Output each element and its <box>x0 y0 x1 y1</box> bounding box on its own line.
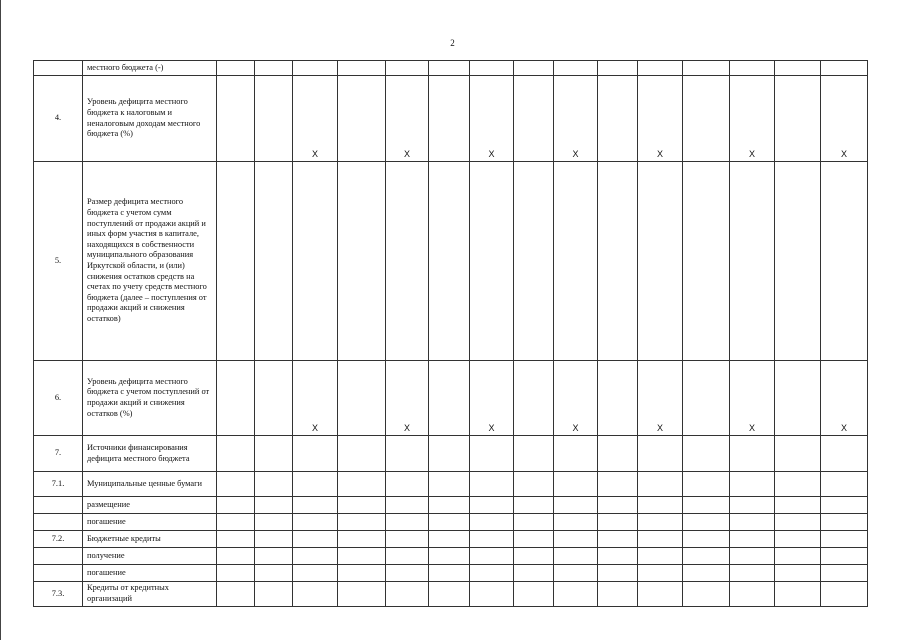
value-cell <box>386 565 429 582</box>
cross-mark: X <box>470 76 514 162</box>
value-cell <box>338 514 386 531</box>
cross-mark: X <box>638 76 683 162</box>
row-number: 6. <box>34 361 83 436</box>
value-cell <box>638 514 683 531</box>
value-cell <box>217 582 255 607</box>
value-cell <box>255 531 293 548</box>
value-cell <box>554 548 598 565</box>
value-cell <box>429 531 470 548</box>
cross-mark: X <box>730 361 775 436</box>
value-cell <box>730 472 775 497</box>
value-cell <box>683 436 730 472</box>
value-cell <box>775 531 821 548</box>
value-cell <box>775 361 821 436</box>
row-label: Размер дефицита местного бюджета с учетом сумм поступлений от продажи акций и иных форм участия в капитале, находящихся в собственности муниципального образования Иркутской области, и (или) снижения остатков средств на счетах по учету средств местного бюджета (далее – поступления от продажи акций и снижения остатков) <box>83 162 217 361</box>
value-cell <box>683 472 730 497</box>
value-cell <box>554 565 598 582</box>
cross-mark: X <box>293 76 338 162</box>
value-cell <box>821 565 868 582</box>
row-number: 7.3. <box>34 582 83 607</box>
row-number <box>34 565 83 582</box>
value-cell <box>598 76 638 162</box>
table-row <box>34 548 868 565</box>
value-cell <box>470 472 514 497</box>
value-cell <box>217 531 255 548</box>
value-cell <box>554 472 598 497</box>
value-cell <box>217 514 255 531</box>
value-cell <box>429 582 470 607</box>
value-cell <box>470 436 514 472</box>
value-cell <box>514 514 554 531</box>
value-cell <box>554 582 598 607</box>
value-cell <box>598 582 638 607</box>
row-label: погашение <box>83 514 217 531</box>
value-cell <box>683 565 730 582</box>
value-cell <box>598 531 638 548</box>
value-cell <box>683 61 730 76</box>
value-cell <box>730 531 775 548</box>
table-row <box>34 436 868 472</box>
value-cell <box>514 548 554 565</box>
value-cell <box>821 472 868 497</box>
value-cell <box>386 514 429 531</box>
cross-mark: X <box>638 361 683 436</box>
value-cell <box>730 582 775 607</box>
row-number <box>34 548 83 565</box>
value-cell <box>598 565 638 582</box>
value-cell <box>554 497 598 514</box>
value-cell <box>293 472 338 497</box>
value-cell <box>598 436 638 472</box>
row-label: погашение <box>83 565 217 582</box>
value-cell <box>821 497 868 514</box>
value-cell <box>730 436 775 472</box>
value-cell <box>514 361 554 436</box>
row-number: 7.2. <box>34 531 83 548</box>
value-cell <box>338 565 386 582</box>
value-cell <box>255 76 293 162</box>
value-cell <box>255 61 293 76</box>
value-cell <box>821 548 868 565</box>
value-cell <box>730 514 775 531</box>
value-cell <box>683 531 730 548</box>
value-cell <box>598 61 638 76</box>
budget-table <box>33 60 868 607</box>
value-cell <box>470 497 514 514</box>
row-number: 7.1. <box>34 472 83 497</box>
value-cell <box>255 497 293 514</box>
cross-mark: X <box>821 361 868 436</box>
row-number: 5. <box>34 162 83 361</box>
row-label: местного бюджета (-) <box>83 61 217 76</box>
value-cell <box>429 76 470 162</box>
value-cell <box>429 565 470 582</box>
cross-mark: X <box>730 76 775 162</box>
value-cell <box>514 76 554 162</box>
value-cell <box>338 76 386 162</box>
table-row <box>34 514 868 531</box>
cross-mark: X <box>470 361 514 436</box>
value-cell <box>598 472 638 497</box>
row-number: 4. <box>34 76 83 162</box>
table-row <box>34 61 868 76</box>
value-cell <box>429 162 470 361</box>
value-cell <box>293 582 338 607</box>
row-number <box>34 514 83 531</box>
value-cell <box>293 514 338 531</box>
cross-mark: X <box>386 76 429 162</box>
value-cell <box>255 472 293 497</box>
row-number <box>34 497 83 514</box>
value-cell <box>386 497 429 514</box>
value-cell <box>683 162 730 361</box>
value-cell <box>638 582 683 607</box>
value-cell <box>775 582 821 607</box>
value-cell <box>554 436 598 472</box>
value-cell <box>730 548 775 565</box>
value-cell <box>775 565 821 582</box>
table-row <box>34 162 868 361</box>
value-cell <box>821 436 868 472</box>
value-cell <box>683 76 730 162</box>
value-cell <box>821 61 868 76</box>
value-cell <box>638 61 683 76</box>
page-number: 2 <box>450 38 455 48</box>
value-cell <box>255 565 293 582</box>
value-cell <box>255 436 293 472</box>
value-cell <box>775 497 821 514</box>
value-cell <box>338 436 386 472</box>
table-row <box>34 472 868 497</box>
value-cell <box>554 514 598 531</box>
value-cell <box>386 548 429 565</box>
value-cell <box>683 497 730 514</box>
value-cell <box>470 582 514 607</box>
value-cell <box>775 472 821 497</box>
table-row <box>34 361 868 436</box>
value-cell <box>730 565 775 582</box>
value-cell <box>514 472 554 497</box>
left-margin-line <box>0 0 4 640</box>
value-cell <box>470 61 514 76</box>
value-cell <box>429 514 470 531</box>
value-cell <box>598 514 638 531</box>
row-number: 7. <box>34 436 83 472</box>
value-cell <box>821 514 868 531</box>
value-cell <box>386 162 429 361</box>
value-cell <box>293 497 338 514</box>
value-cell <box>429 472 470 497</box>
value-cell <box>386 531 429 548</box>
cross-mark: X <box>293 361 338 436</box>
value-cell <box>638 472 683 497</box>
value-cell <box>598 548 638 565</box>
value-cell <box>470 565 514 582</box>
value-cell <box>217 548 255 565</box>
value-cell <box>217 472 255 497</box>
value-cell <box>730 497 775 514</box>
value-cell <box>255 514 293 531</box>
table-body <box>34 61 868 607</box>
value-cell <box>386 472 429 497</box>
value-cell <box>775 162 821 361</box>
table-row <box>34 582 868 607</box>
value-cell <box>638 548 683 565</box>
value-cell <box>429 548 470 565</box>
value-cell <box>217 361 255 436</box>
row-label: Уровень дефицита местного бюджета с учетом поступлений от продажи акций и снижения остатков (%) <box>83 361 217 436</box>
value-cell <box>470 514 514 531</box>
value-cell <box>638 436 683 472</box>
value-cell <box>293 61 338 76</box>
row-label: Источники финансирования дефицита местного бюджета <box>83 436 217 472</box>
value-cell <box>293 565 338 582</box>
value-cell <box>638 162 683 361</box>
value-cell <box>386 582 429 607</box>
value-cell <box>514 582 554 607</box>
value-cell <box>429 361 470 436</box>
value-cell <box>821 162 868 361</box>
value-cell <box>338 531 386 548</box>
value-cell <box>338 162 386 361</box>
value-cell <box>598 497 638 514</box>
value-cell <box>338 582 386 607</box>
table-row <box>34 565 868 582</box>
value-cell <box>293 531 338 548</box>
value-cell <box>255 162 293 361</box>
value-cell <box>255 361 293 436</box>
table-row <box>34 76 868 162</box>
cross-mark: X <box>554 361 598 436</box>
row-label: размещение <box>83 497 217 514</box>
value-cell <box>638 531 683 548</box>
value-cell <box>514 531 554 548</box>
value-cell <box>683 548 730 565</box>
value-cell <box>429 61 470 76</box>
value-cell <box>338 548 386 565</box>
value-cell <box>638 497 683 514</box>
value-cell <box>429 497 470 514</box>
value-cell <box>429 436 470 472</box>
value-cell <box>293 548 338 565</box>
value-cell <box>470 531 514 548</box>
value-cell <box>514 565 554 582</box>
row-label: получение <box>83 548 217 565</box>
value-cell <box>255 548 293 565</box>
value-cell <box>683 514 730 531</box>
value-cell <box>638 565 683 582</box>
value-cell <box>470 548 514 565</box>
value-cell <box>554 531 598 548</box>
value-cell <box>470 162 514 361</box>
value-cell <box>386 436 429 472</box>
value-cell <box>255 582 293 607</box>
value-cell <box>554 61 598 76</box>
value-cell <box>217 497 255 514</box>
value-cell <box>514 497 554 514</box>
cross-mark: X <box>386 361 429 436</box>
table-row <box>34 497 868 514</box>
value-cell <box>514 162 554 361</box>
value-cell <box>598 361 638 436</box>
value-cell <box>338 497 386 514</box>
value-cell <box>775 514 821 531</box>
value-cell <box>821 582 868 607</box>
value-cell <box>386 61 429 76</box>
value-cell <box>775 548 821 565</box>
value-cell <box>775 76 821 162</box>
value-cell <box>217 162 255 361</box>
value-cell <box>775 61 821 76</box>
table-row <box>34 531 868 548</box>
value-cell <box>293 436 338 472</box>
cross-mark: X <box>821 76 868 162</box>
value-cell <box>217 76 255 162</box>
row-label: Уровень дефицита местного бюджета к налоговым и неналоговым доходам местного бюджета (%) <box>83 76 217 162</box>
value-cell <box>338 472 386 497</box>
row-label: Муниципальные ценные бумаги <box>83 472 217 497</box>
value-cell <box>514 436 554 472</box>
value-cell <box>217 61 255 76</box>
value-cell <box>554 162 598 361</box>
value-cell <box>775 436 821 472</box>
value-cell <box>683 582 730 607</box>
value-cell <box>293 162 338 361</box>
row-label: Бюджетные кредиты <box>83 531 217 548</box>
value-cell <box>217 565 255 582</box>
value-cell <box>683 361 730 436</box>
cross-mark: X <box>554 76 598 162</box>
value-cell <box>730 162 775 361</box>
value-cell <box>598 162 638 361</box>
value-cell <box>821 531 868 548</box>
row-label: Кредиты от кредитных организаций <box>83 582 217 607</box>
value-cell <box>217 436 255 472</box>
value-cell <box>338 361 386 436</box>
value-cell <box>338 61 386 76</box>
value-cell <box>514 61 554 76</box>
row-number <box>34 61 83 76</box>
value-cell <box>730 61 775 76</box>
